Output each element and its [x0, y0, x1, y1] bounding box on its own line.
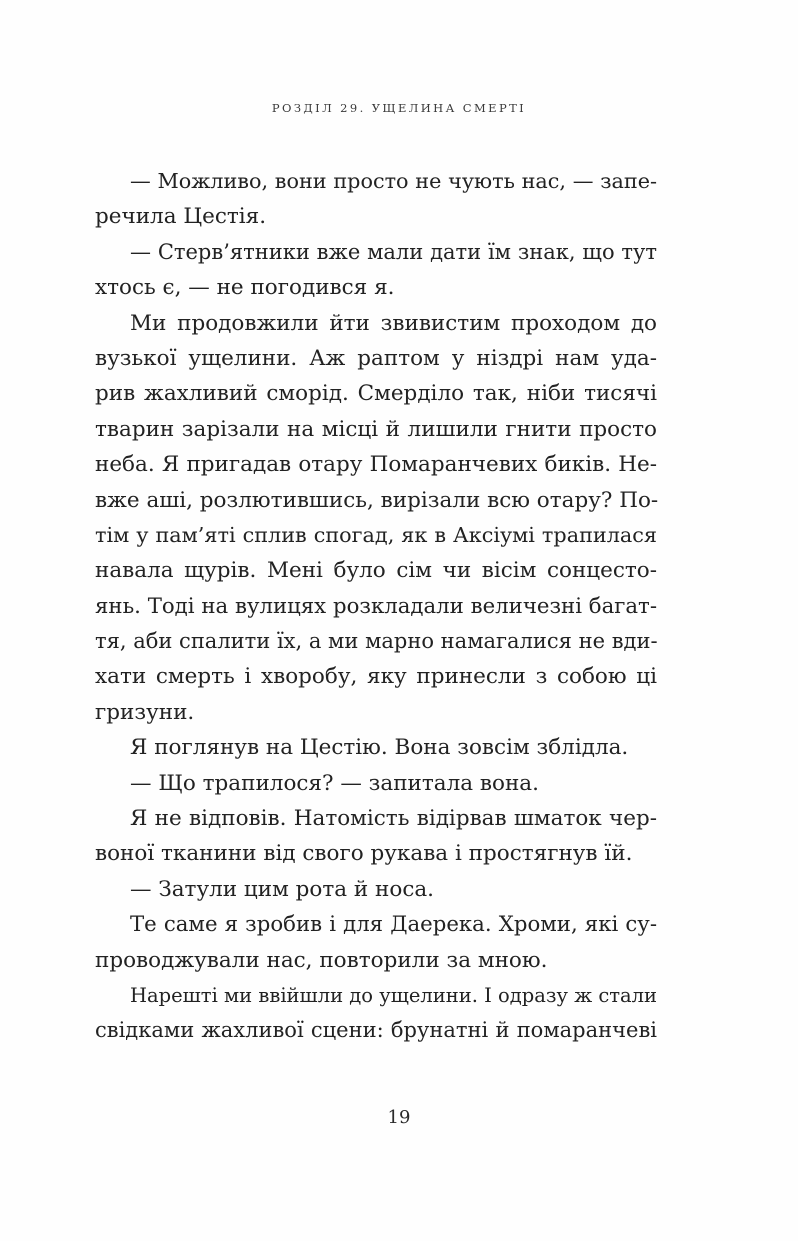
running-head: РОЗДІЛ 29. УЩЕЛИНА СМЕРТІ: [271, 101, 527, 115]
text-line: хати смерть і хворобу, яку принесли з собою ці: [95, 664, 657, 690]
text-line: тім у пам’яті сплив спогад, як в Аксіумі трапилася: [95, 522, 657, 547]
text-line: — Можливо, вони просто не чують нас, — запе-: [130, 169, 657, 193]
text-line: гризуни.: [95, 699, 195, 725]
text-line: воної тканини від свого рукава і простягнув їй.: [95, 841, 633, 867]
text-line: Ми продовжили йти звивистим проходом до: [130, 310, 657, 336]
text-line: — Що трапилося? — запитала вона.: [130, 770, 539, 796]
text-line: янь. Тоді на вулицях розкладали величезні багат-: [95, 593, 657, 619]
text-line: проводжували нас, повторили за мною.: [95, 947, 548, 973]
text-line: свідками жахливої сцени: брунатні й помаранчеві: [95, 1018, 657, 1043]
text-line: — Стерв’ятники вже мали дати їм знак, що тут: [130, 239, 657, 264]
text-line: неба. Я пригадав отару Помаранчевих биків. Не-: [95, 452, 657, 478]
text-line: речила Цестія.: [95, 204, 267, 230]
text-line: вже аші, розлютившись, вирізали всю отару? По-: [95, 487, 659, 513]
text-line: тварин зарізали на місці й лишили гнити просто: [95, 416, 657, 442]
text-line: хтось є, — не погодився я.: [95, 275, 395, 301]
page-number: 19: [387, 1107, 411, 1128]
text-line: — Затули цим рота й носа.: [130, 876, 435, 902]
text-line: Я поглянув на Цестію. Вона зовсім зблідла.: [130, 735, 629, 761]
text-line: Нарешті ми ввійшли до ущелини. І одразу ж стали: [130, 983, 658, 1007]
text-line: Я не відповів. Натомість відірвав шматок чер-: [130, 806, 657, 832]
text-line: навала щурів. Мені було сім чи вісім сонцесто-: [95, 558, 657, 584]
text-line: вузької ущелини. Аж раптом у ніздрі нам уда-: [95, 345, 657, 371]
text-line: тя, аби спалити їх, а ми марно намагалися не вди-: [95, 629, 658, 654]
body-text: [95, 164, 657, 1049]
text-line: рив жахливий сморід. Смерділо так, ніби тисячі: [95, 381, 657, 407]
text-line: Те саме я зробив і для Даерека. Хроми, які су-: [130, 912, 657, 938]
